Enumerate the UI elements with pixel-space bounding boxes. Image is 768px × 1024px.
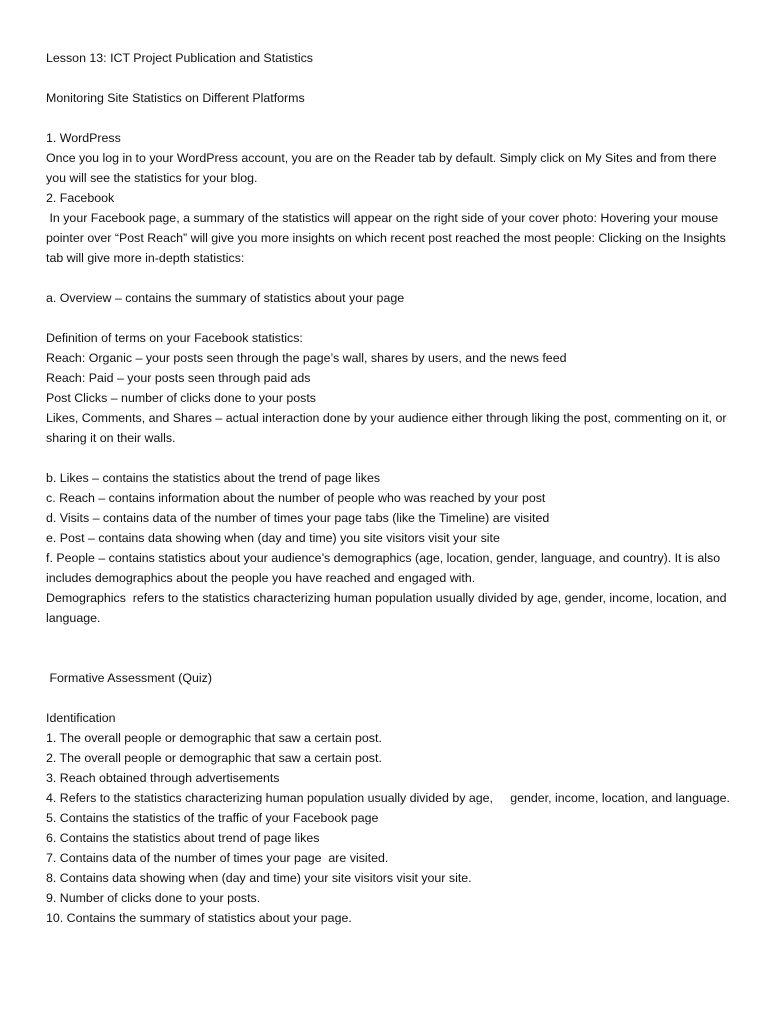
tab-description: e. Post – contains data showing when (day and time) you site visitors visit your site (46, 531, 500, 545)
spacer (46, 68, 736, 88)
wordpress-heading: 1. WordPress (46, 131, 121, 145)
quiz-item: 5. Contains the statistics of the traffic of your Facebook page (46, 811, 379, 825)
spacer (46, 268, 736, 288)
tab-description: b. Likes – contains the statistics about the trend of page likes (46, 471, 381, 485)
spacer (46, 448, 736, 468)
definition-item: Post Clicks – number of clicks done to your posts (46, 391, 316, 405)
overview-item: a. Overview – contains the summary of statistics about your page (46, 291, 405, 305)
spacer (46, 628, 736, 648)
quiz-subheading: Identification (46, 711, 116, 725)
quiz-item: 1. The overall people or demographic that saw a certain post. (46, 731, 382, 745)
section-title: Monitoring Site Statistics on Different Platforms (46, 91, 305, 105)
spacer (46, 648, 736, 668)
quiz-item: 10. Contains the summary of statistics about your page. (46, 911, 352, 925)
lesson-title: Lesson 13: ICT Project Publication and Statistics (46, 51, 313, 65)
definition-item: Reach: Paid – your posts seen through paid ads (46, 371, 311, 385)
quiz-title: Formative Assessment (Quiz) (46, 671, 212, 685)
spacer (46, 108, 736, 128)
definitions-heading: Definition of terms on your Facebook statistics: (46, 331, 303, 345)
spacer (46, 308, 736, 328)
demographics-definition: Demographics refers to the statistics characterizing human population usually divided by age, gender, income, location, and language. (46, 591, 730, 625)
quiz-item: 4. Refers to the statistics characterizing human population usually divided by age, gender, income, location, and language. (46, 791, 730, 805)
wordpress-body: Once you log in to your WordPress account, you are on the Reader tab by default. Simply click on My Sites and from there you will see the statistics for your blog. (46, 151, 721, 185)
tab-description: c. Reach – contains information about the number of people who was reached by your post (46, 491, 546, 505)
tab-description: f. People – contains statistics about your audience’s demographics (age, location, gender, language, and country). It is also includes demographics about the people you have reached and engaged with. (46, 551, 724, 585)
quiz-item: 2. The overall people or demographic that saw a certain post. (46, 751, 382, 765)
facebook-heading: 2. Facebook (46, 191, 115, 205)
quiz-item: 7. Contains data of the number of times your page are visited. (46, 851, 389, 865)
tab-description: d. Visits – contains data of the number of times your page tabs (like the Timeline) are visited (46, 511, 550, 525)
quiz-item: 9. Number of clicks done to your posts. (46, 891, 261, 905)
definition-item: Likes, Comments, and Shares – actual interaction done by your audience either through liking the post, commenting on it, or sharing it on their walls. (46, 411, 730, 445)
document-page (46, 48, 736, 928)
quiz-item: 6. Contains the statistics about trend of page likes (46, 831, 320, 845)
definition-item: Reach: Organic – your posts seen through the page’s wall, shares by users, and the news feed (46, 351, 567, 365)
quiz-item: 8. Contains data showing when (day and time) your site visitors visit your site. (46, 871, 472, 885)
facebook-body: In your Facebook page, a summary of the statistics will appear on the right side of your cover photo: Hovering your mouse pointer over “Post Reach” will give you more insights on which recent post reached the most people: Clicking on the Insights tab will give more in-depth statistics: (46, 211, 730, 265)
quiz-item: 3. Reach obtained through advertisements (46, 771, 280, 785)
spacer (46, 688, 736, 708)
